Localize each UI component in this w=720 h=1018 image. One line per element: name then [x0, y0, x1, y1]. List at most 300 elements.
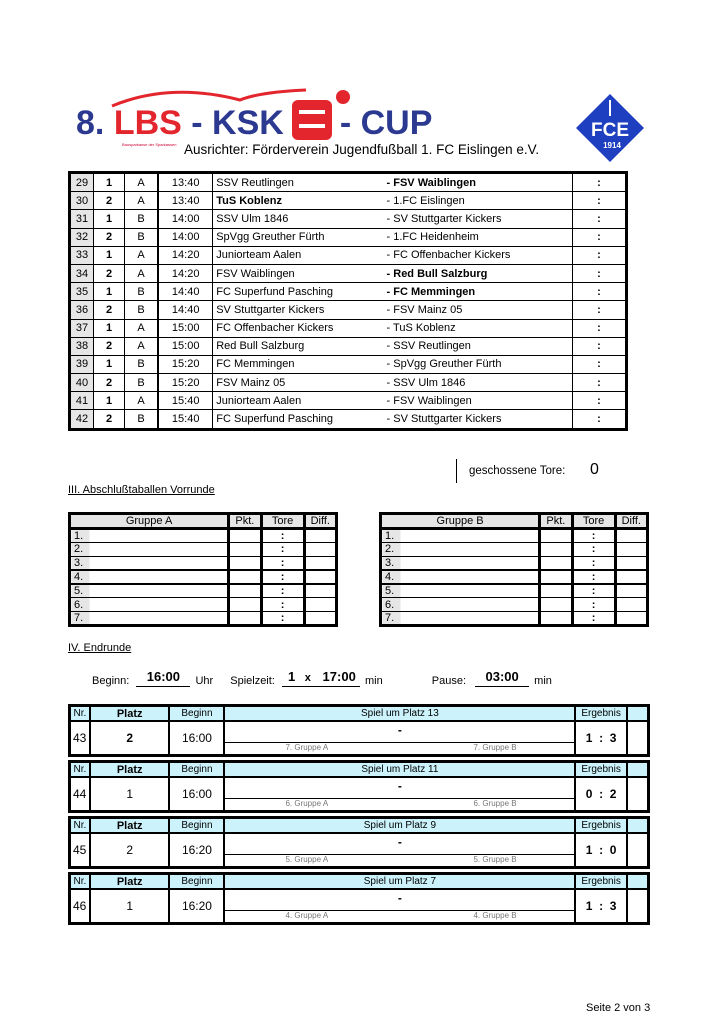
away-team-name: FSV Waiblingen [393, 176, 476, 189]
col-extra [627, 762, 649, 778]
match-time: 15:00 [158, 337, 213, 355]
pause-field[interactable]: 03:00 [475, 669, 529, 687]
goals-cell[interactable]: : [261, 529, 304, 543]
col-nr: Nr. [70, 874, 90, 890]
vs-dash: - [386, 303, 394, 316]
match-group: A [125, 392, 159, 410]
match-field: 1 [94, 392, 125, 410]
left-team-label: 7. Gruppe A [285, 743, 329, 752]
goals-cell[interactable]: : [572, 556, 615, 570]
score-field[interactable]: : [572, 173, 626, 192]
away-team [387, 301, 573, 319]
section-title-group-tables: III. Abschlußtaballen Vorrunde [68, 484, 215, 496]
score-field[interactable]: : [572, 192, 626, 210]
match-row [70, 228, 627, 246]
diff-cell[interactable] [304, 543, 336, 556]
diff-cell[interactable] [615, 570, 647, 584]
game-result[interactable]: 0 : 2 [575, 777, 627, 812]
score-field[interactable]: : [572, 392, 626, 410]
points-cell[interactable] [229, 543, 261, 556]
standings-row [381, 543, 648, 556]
vs-dash: - [386, 376, 394, 389]
match-time: 14:20 [158, 246, 213, 264]
game-begin: 16:00 [169, 777, 224, 812]
section-title-final-round: IV. Endrunde [68, 642, 132, 654]
home-team: FC Superfund Pasching [213, 283, 387, 301]
rank-cell: 7. [381, 611, 540, 625]
match-number: 39 [70, 355, 94, 373]
game-vs: - [225, 722, 574, 743]
away-team [387, 337, 573, 355]
match-group: A [125, 264, 159, 282]
goals-cell[interactable]: : [572, 598, 615, 611]
diff-cell[interactable] [615, 598, 647, 611]
away-team [387, 192, 573, 210]
game-result[interactable]: 1 : 3 [575, 721, 627, 756]
match-number: 36 [70, 301, 94, 319]
match-field: 1 [94, 173, 125, 192]
match-field: 2 [94, 374, 125, 392]
home-team: SpVgg Greuther Fürth [213, 228, 387, 246]
away-team [387, 246, 573, 264]
vs-dash: - [386, 249, 394, 262]
points-cell[interactable] [540, 570, 572, 584]
final-round-params [92, 669, 552, 687]
home-team: FC Offenbacher Kickers [213, 319, 387, 337]
game-pairing [224, 777, 575, 812]
right-team-label: 7. Gruppe B [473, 743, 517, 752]
extra-cell [627, 833, 649, 868]
col-nr: Nr. [70, 762, 90, 778]
game-field: 2 [90, 721, 170, 756]
col-field: Platz [90, 706, 170, 722]
vs-dash: - [386, 285, 394, 298]
group-matches-table [68, 171, 628, 431]
match-row [70, 264, 627, 282]
match-time: 13:40 [158, 173, 213, 192]
match-row [70, 246, 627, 264]
rank-cell: 1. [70, 529, 229, 543]
goals-cell[interactable]: : [261, 611, 304, 625]
match-time: 14:20 [158, 264, 213, 282]
tournament-header [70, 84, 550, 164]
score-field[interactable]: : [572, 319, 626, 337]
vs-dash: - [386, 394, 394, 407]
game-number: 44 [70, 777, 90, 812]
standings-row [381, 611, 648, 625]
home-team: TuS Koblenz [213, 192, 387, 210]
game-number: 45 [70, 833, 90, 868]
final-game-table [68, 872, 650, 925]
home-team: FSV Waiblingen [213, 264, 387, 282]
col-extra [627, 874, 649, 890]
match-field: 2 [94, 410, 125, 429]
match-time: 15:40 [158, 392, 213, 410]
rank-cell: 7. [70, 611, 229, 625]
left-team-label: 5. Gruppe A [285, 855, 329, 864]
game-number: 46 [70, 889, 90, 924]
score-field[interactable]: : [572, 410, 626, 429]
match-time: 14:40 [158, 301, 213, 319]
rank-cell: 1. [381, 529, 540, 543]
rank-cell: 4. [381, 570, 540, 584]
score-field[interactable]: : [572, 246, 626, 264]
game-title: Spiel um Platz 9 [224, 818, 575, 834]
begin-unit: Uhr [195, 675, 214, 687]
rank-cell: 6. [381, 598, 540, 611]
game-labels [225, 743, 574, 754]
goals-scored-box [456, 459, 618, 483]
standings-row [70, 556, 337, 570]
away-team [387, 210, 573, 228]
game-begin: 16:00 [169, 721, 224, 756]
playtime-label: Spielzeit: [230, 675, 275, 687]
game-labels [225, 911, 574, 922]
match-group: A [125, 192, 159, 210]
col-begin: Beginn [169, 706, 224, 722]
away-team-name: 1.FC Eislingen [393, 194, 465, 207]
match-field: 1 [94, 246, 125, 264]
standings-row [381, 584, 648, 598]
match-field: 2 [94, 301, 125, 319]
standings-row [70, 543, 337, 556]
vs-dash: - [386, 413, 394, 426]
match-field: 1 [94, 355, 125, 373]
match-group: B [125, 355, 159, 373]
sparkasse-dot-icon [336, 90, 350, 104]
match-row [70, 355, 627, 373]
away-team-name: SpVgg Greuther Fürth [393, 358, 502, 371]
playtime-field[interactable] [282, 669, 360, 687]
playtime-value: 17:00 [322, 669, 356, 684]
points-cell[interactable] [229, 611, 261, 625]
final-game-table [68, 760, 650, 813]
vs-dash: - [386, 358, 394, 371]
rank-cell: 5. [381, 584, 540, 598]
vs-dash: - [386, 176, 394, 189]
diff-cell[interactable] [615, 543, 647, 556]
diff-cell[interactable] [615, 556, 647, 570]
extra-cell [627, 889, 649, 924]
match-row [70, 319, 627, 337]
game-vs: - [225, 834, 574, 855]
match-time: 15:20 [158, 374, 213, 392]
points-cell[interactable] [229, 598, 261, 611]
home-team: FC Memmingen [213, 355, 387, 373]
away-team-name: Red Bull Salzburg [393, 267, 488, 280]
match-group: B [125, 301, 159, 319]
score-field[interactable]: : [572, 337, 626, 355]
col-result: Ergebnis [575, 706, 627, 722]
organizer-line: Ausrichter: Förderverein Jugendfußball 1. FC Eislingen e.V. [184, 142, 540, 157]
col-extra [627, 706, 649, 722]
home-team: FSV Mainz 05 [213, 374, 387, 392]
away-team-name: 1.FC Heidenheim [393, 231, 479, 244]
match-number: 40 [70, 374, 94, 392]
home-team: Red Bull Salzburg [213, 337, 387, 355]
match-field: 2 [94, 264, 125, 282]
points-cell[interactable] [229, 570, 261, 584]
home-team: Juniorteam Aalen [213, 246, 387, 264]
match-field: 2 [94, 228, 125, 246]
away-team [387, 392, 573, 410]
goals-cell[interactable]: : [261, 543, 304, 556]
score-field[interactable]: : [572, 228, 626, 246]
svg-text:1914: 1914 [603, 141, 621, 150]
goals-cell[interactable]: : [572, 584, 615, 598]
diff-cell[interactable] [304, 529, 336, 543]
match-number: 38 [70, 337, 94, 355]
match-group: A [125, 173, 159, 192]
tournament-title [76, 104, 432, 145]
right-team-label: 4. Gruppe B [473, 911, 517, 920]
match-row [70, 410, 627, 429]
title-ksk: - KSK [191, 104, 284, 142]
rank-cell: 3. [70, 556, 229, 570]
col-result: Ergebnis [575, 818, 627, 834]
match-number: 31 [70, 210, 94, 228]
points-cell[interactable] [540, 556, 572, 570]
col-points: Pkt. [229, 514, 261, 529]
score-field[interactable]: : [572, 210, 626, 228]
col-diff: Diff. [615, 514, 647, 529]
standings-row [70, 584, 337, 598]
match-group: B [125, 210, 159, 228]
game-result[interactable]: 1 : 3 [575, 889, 627, 924]
game-field: 1 [90, 777, 170, 812]
diff-cell[interactable] [615, 529, 647, 543]
match-group: B [125, 228, 159, 246]
left-team-label: 4. Gruppe A [285, 911, 329, 920]
pause-label: Pause: [431, 675, 467, 687]
standings-row [70, 611, 337, 625]
points-cell[interactable] [540, 584, 572, 598]
match-number: 42 [70, 410, 94, 429]
goals-cell[interactable]: : [572, 529, 615, 543]
col-goals: Tore [572, 514, 615, 529]
match-row [70, 392, 627, 410]
goals-cell[interactable]: : [261, 598, 304, 611]
game-title: Spiel um Platz 7 [224, 874, 575, 890]
away-team [387, 374, 573, 392]
points-cell[interactable] [229, 529, 261, 543]
rank-cell: 6. [70, 598, 229, 611]
match-group: A [125, 337, 159, 355]
away-team [387, 173, 573, 192]
match-group: A [125, 319, 159, 337]
goals-cell[interactable]: : [261, 584, 304, 598]
away-team-name: FC Memmingen [393, 285, 476, 298]
game-title: Spiel um Platz 13 [224, 706, 575, 722]
away-team [387, 355, 573, 373]
final-game-table [68, 704, 650, 757]
playtime-unit: min [365, 675, 383, 687]
extra-cell [627, 721, 649, 756]
points-cell[interactable] [229, 556, 261, 570]
col-nr: Nr. [70, 706, 90, 722]
rank-cell: 2. [70, 543, 229, 556]
match-number: 29 [70, 173, 94, 192]
vs-dash: - [386, 340, 394, 353]
score-field[interactable]: : [572, 355, 626, 373]
score-field[interactable]: : [572, 264, 626, 282]
points-cell[interactable] [229, 584, 261, 598]
col-goals: Tore [261, 514, 304, 529]
game-pairing [224, 721, 575, 756]
match-time: 14:40 [158, 283, 213, 301]
page-number: Seite 2 von 3 [586, 1002, 651, 1014]
playtime-count: 1 [287, 669, 296, 684]
diff-cell[interactable] [304, 556, 336, 570]
diff-cell[interactable] [304, 570, 336, 584]
title-number: 8. [76, 104, 105, 142]
diff-cell[interactable] [304, 598, 336, 611]
rank-cell: 5. [70, 584, 229, 598]
away-team-name: SSV Ulm 1846 [393, 376, 466, 389]
away-team [387, 410, 573, 429]
home-team: SSV Reutlingen [213, 173, 387, 192]
match-time: 13:40 [158, 192, 213, 210]
goals-label: geschossene Tore: [469, 465, 566, 477]
match-row [70, 192, 627, 210]
match-time: 14:00 [158, 210, 213, 228]
col-team: Gruppe B [381, 514, 540, 529]
away-team-name: SV Stuttgarter Kickers [393, 212, 502, 225]
away-team-name: TuS Koblenz [393, 322, 456, 335]
match-row [70, 374, 627, 392]
vs-dash: - [386, 231, 394, 244]
away-team-name: FSV Mainz 05 [393, 303, 463, 316]
goals-value: 0 [590, 461, 599, 478]
home-team: SSV Ulm 1846 [213, 210, 387, 228]
standings-row [381, 556, 648, 570]
match-row [70, 173, 627, 192]
game-begin: 16:20 [169, 889, 224, 924]
match-time: 14:00 [158, 228, 213, 246]
away-team [387, 319, 573, 337]
game-result[interactable]: 1 : 0 [575, 833, 627, 868]
away-team-name: SSV Reutlingen [393, 340, 471, 353]
goals-cell[interactable]: : [572, 543, 615, 556]
home-team: FC Superfund Pasching [213, 410, 387, 429]
goals-cell[interactable]: : [261, 570, 304, 584]
game-labels [225, 855, 574, 866]
points-cell[interactable] [540, 529, 572, 543]
col-extra [627, 818, 649, 834]
away-team-name: FSV Waiblingen [393, 394, 472, 407]
match-field: 2 [94, 192, 125, 210]
group-b-table [379, 512, 649, 627]
begin-time-field[interactable]: 16:00 [136, 669, 190, 687]
match-group: B [125, 283, 159, 301]
col-begin: Beginn [169, 762, 224, 778]
right-team-label: 5. Gruppe B [473, 855, 517, 864]
standings-row [70, 598, 337, 611]
match-field: 1 [94, 210, 125, 228]
diff-cell[interactable] [304, 584, 336, 598]
rank-cell: 4. [70, 570, 229, 584]
match-time: 15:40 [158, 410, 213, 429]
goals-cell[interactable]: : [261, 556, 304, 570]
final-game-table [68, 816, 650, 869]
vs-dash: - [386, 194, 394, 207]
standings-row [381, 570, 648, 584]
match-time: 15:20 [158, 355, 213, 373]
diff-cell[interactable] [615, 611, 647, 625]
extra-cell [627, 777, 649, 812]
game-pairing [224, 833, 575, 868]
score-field[interactable]: : [572, 301, 626, 319]
fce-club-logo-icon [574, 92, 646, 164]
points-cell[interactable] [540, 598, 572, 611]
match-time: 15:00 [158, 319, 213, 337]
game-vs: - [225, 890, 574, 911]
begin-label: Beginn: [92, 675, 130, 687]
col-diff: Diff. [304, 514, 336, 529]
col-points: Pkt. [540, 514, 572, 529]
match-number: 35 [70, 283, 94, 301]
match-row [70, 337, 627, 355]
standings-row [70, 570, 337, 584]
game-labels [225, 799, 574, 810]
goals-cell[interactable]: : [572, 611, 615, 625]
pause-unit: min [534, 675, 552, 687]
rank-cell: 3. [381, 556, 540, 570]
col-begin: Beginn [169, 818, 224, 834]
away-team-name: SV Stuttgarter Kickers [393, 413, 502, 426]
vs-dash: - [386, 267, 394, 280]
left-team-label: 6. Gruppe A [285, 799, 329, 808]
score-field[interactable]: : [572, 283, 626, 301]
standings-row [381, 529, 648, 543]
goals-cell[interactable]: : [572, 570, 615, 584]
vs-dash: - [386, 322, 394, 335]
right-team-label: 6. Gruppe B [473, 799, 517, 808]
match-number: 33 [70, 246, 94, 264]
match-row [70, 301, 627, 319]
standings-row [381, 598, 648, 611]
match-group: B [125, 410, 159, 429]
title-cup: - CUP [339, 104, 433, 142]
points-cell[interactable] [540, 543, 572, 556]
away-team [387, 283, 573, 301]
score-field[interactable]: : [572, 374, 626, 392]
standings-row [70, 529, 337, 543]
group-a-table [68, 512, 338, 627]
game-begin: 16:20 [169, 833, 224, 868]
match-number: 41 [70, 392, 94, 410]
diff-cell[interactable] [304, 611, 336, 625]
playtime-x: x [304, 672, 311, 684]
away-team-name: FC Offenbacher Kickers [393, 249, 511, 262]
game-field: 1 [90, 889, 170, 924]
match-number: 34 [70, 264, 94, 282]
match-field: 2 [94, 337, 125, 355]
home-team: Juniorteam Aalen [213, 392, 387, 410]
col-field: Platz [90, 874, 170, 890]
game-vs: - [225, 778, 574, 799]
col-result: Ergebnis [575, 874, 627, 890]
col-field: Platz [90, 818, 170, 834]
game-number: 43 [70, 721, 90, 756]
points-cell[interactable] [540, 611, 572, 625]
away-team [387, 228, 573, 246]
col-team: Gruppe A [70, 514, 229, 529]
match-field: 1 [94, 319, 125, 337]
game-title: Spiel um Platz 11 [224, 762, 575, 778]
match-number: 32 [70, 228, 94, 246]
diff-cell[interactable] [615, 584, 647, 598]
